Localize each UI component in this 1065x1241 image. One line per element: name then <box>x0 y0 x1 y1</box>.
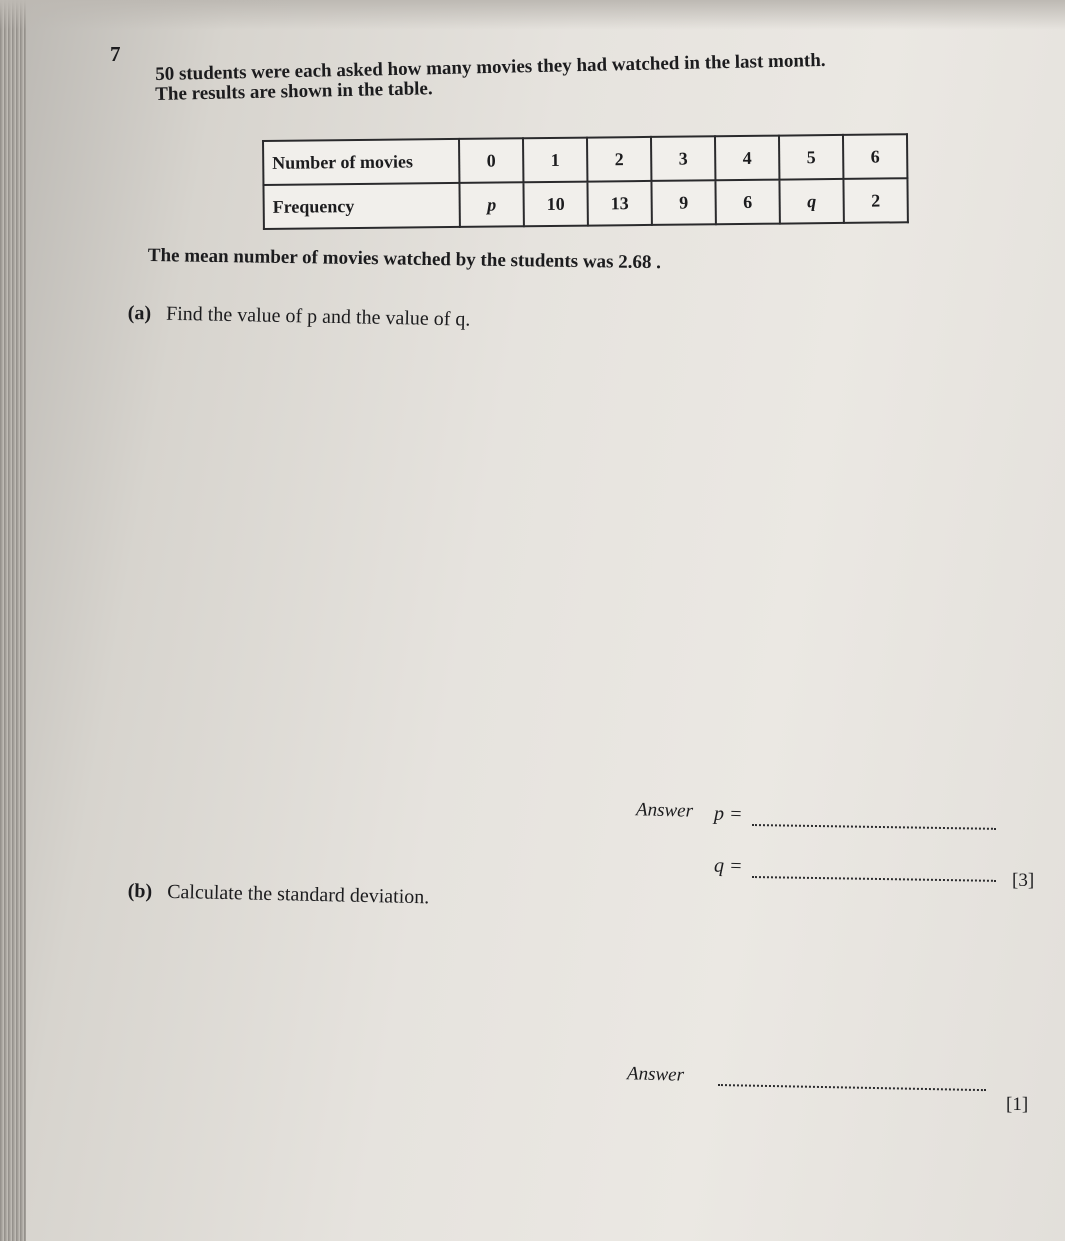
table-cell: 6 <box>843 134 907 179</box>
part-b-label: (b) <box>127 880 153 903</box>
part-b-marks: [1] <box>1006 1094 1029 1115</box>
table-cell-q: q <box>779 179 843 224</box>
table-cell: 10 <box>523 182 587 227</box>
table-cell: 5 <box>779 135 843 180</box>
book-page-edges <box>0 0 26 1241</box>
table-cell: 9 <box>651 180 715 225</box>
part-a-label: (a) <box>127 302 152 325</box>
p-label: p = <box>713 802 743 826</box>
row-header-number-of-movies: Number of movies <box>263 139 459 185</box>
q-label: q = <box>713 854 743 878</box>
table-cell: 1 <box>523 138 587 183</box>
part-a-marks: [3] <box>1012 870 1035 891</box>
table-cell: 2 <box>843 178 907 223</box>
table-cell: 4 <box>715 136 779 181</box>
question-number: 7 <box>110 42 121 66</box>
table-cell: 6 <box>715 180 779 225</box>
part-a-text: Find the value of p and the value of q. <box>165 302 471 331</box>
table-cell: 13 <box>587 181 651 226</box>
table-row-frequency <box>263 178 907 229</box>
question-intro-line-1: 50 students were each asked how many movies they had watched in the last month. <box>155 49 826 85</box>
table-cell: 3 <box>651 136 715 181</box>
part-b-text: Calculate the standard deviation. <box>166 880 430 909</box>
table-cell: 2 <box>587 137 651 182</box>
p-answer-line[interactable] <box>752 824 996 830</box>
page-top-shadow <box>0 0 1065 30</box>
row-header-frequency: Frequency <box>263 183 459 229</box>
table-row-number-of-movies <box>263 134 907 185</box>
mean-statement: The mean number of movies watched by the students was 2.68 . <box>147 245 662 274</box>
table-cell-p: p <box>459 182 523 227</box>
part-b-prompt <box>128 880 430 909</box>
q-answer-line[interactable] <box>752 876 996 882</box>
part-b-answer-line[interactable] <box>718 1084 986 1091</box>
frequency-table <box>262 133 909 230</box>
part-a-answer-label: Answer <box>635 799 694 822</box>
part-a-prompt <box>128 302 471 332</box>
question-intro-line-2: The results are shown in the table. <box>155 78 433 105</box>
part-b-answer-label: Answer <box>626 1063 685 1086</box>
table-cell: 0 <box>459 138 523 183</box>
